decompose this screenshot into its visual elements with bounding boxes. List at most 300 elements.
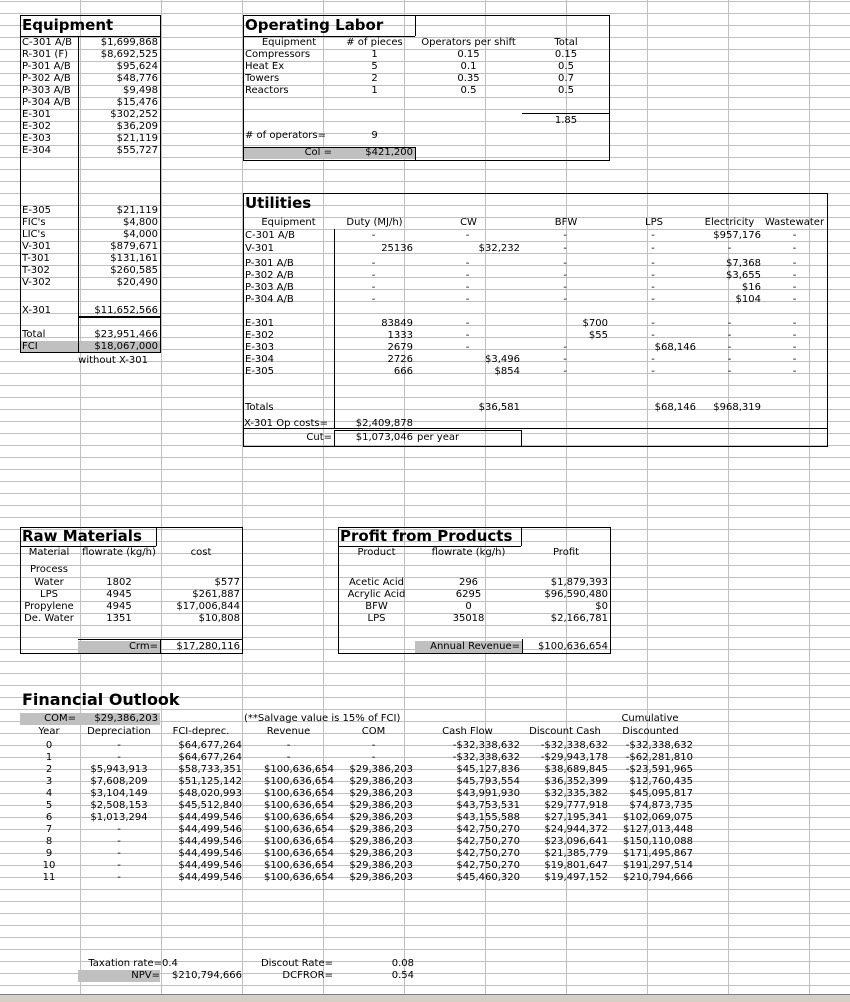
raw-flow-1: 4945: [106, 589, 132, 600]
profit-flow-0: 296: [458, 577, 479, 588]
utilities-cell-8-3: -: [563, 342, 567, 353]
utilities-cell-2-4: -: [651, 258, 655, 269]
equipment-cost-16: $20,490: [116, 277, 158, 288]
dcfror-value: 0.54: [391, 970, 414, 981]
equipment-name-7: E-302: [22, 121, 52, 132]
profit-product-3: LPS: [367, 613, 386, 624]
fin-cell-10-3: $100,636,654: [264, 860, 334, 871]
fin-cell-11-2: $44,499,546: [178, 872, 242, 883]
fin-cell-5-6: $29,777,918: [544, 800, 608, 811]
equipment-name-0: C-301 A/B: [22, 37, 72, 48]
fin-cell-6-3: $100,636,654: [264, 812, 334, 823]
revenue-label: Annual Revenue=: [430, 641, 520, 652]
profit-product-1: Acrylic Acid: [347, 589, 406, 600]
fin-cell-10-0: 10: [42, 860, 56, 871]
raw-flow-2: 4945: [106, 601, 132, 612]
fin-cell-0-5: -$32,338,632: [452, 740, 520, 751]
fin-cell-1-1: -: [117, 752, 121, 763]
utilities-cell-8-2: -: [465, 342, 470, 353]
profit-flow-1: 6295: [455, 589, 482, 600]
profit-value-3: $2,166,781: [550, 613, 608, 624]
fin-cell-9-7: $171,495,867: [623, 848, 693, 859]
labor-header-2: Operators per shift: [421, 37, 516, 48]
utilities-cell-6-4: -: [651, 318, 655, 329]
equipment-name-17: X-301: [22, 305, 52, 316]
profit-product-2: BFW: [365, 601, 388, 612]
labor-cell-2-1: 2: [371, 73, 378, 84]
equipment-name-15: T-302: [22, 265, 50, 276]
dcfror-label: DCFROR=: [282, 970, 333, 981]
com-value: $29,386,203: [94, 713, 158, 724]
utilities-cell-6-6: -: [792, 318, 797, 329]
x301-value: $2,409,878: [355, 418, 413, 429]
fin-cell-3-6: $36,352,399: [544, 776, 608, 787]
discount-rate-label: Discout Rate=: [260, 958, 333, 969]
utilities-cell-2-0: P-301 A/B: [245, 258, 294, 269]
fin-header-7: Discounted: [622, 726, 679, 737]
utilities-cell-1-2: $32,232: [478, 243, 520, 254]
fin-header-4: COM: [361, 726, 386, 737]
raw-cost-1: $261,887: [192, 589, 240, 600]
utilities-cell-9-2: $3,496: [485, 354, 520, 365]
profit-header-1: flowrate (kg/h): [431, 547, 506, 558]
fin-cell-6-6: $27,195,341: [544, 812, 608, 823]
utilities-cell-1-1: 25136: [381, 243, 413, 254]
fin-cell-6-1: $1,013,294: [90, 812, 148, 823]
fin-cell-11-0: 11: [42, 872, 56, 883]
utilities-cell-8-6: -: [792, 342, 797, 353]
utilities-cell-2-6: -: [792, 258, 797, 269]
equipment-cost-11: $4,800: [123, 217, 158, 228]
fin-cell-1-6: -$29,943,178: [540, 752, 608, 763]
utilities-cell-0-0: C-301 A/B: [245, 230, 295, 241]
utilities-cell-1-6: -: [792, 243, 797, 254]
fin-cell-5-1: $2,508,153: [90, 800, 148, 811]
x301-label: X-301 Op costs=: [244, 418, 328, 429]
utilities-header-0: Equipment: [261, 217, 316, 228]
utilities-total-3: $68,146: [654, 402, 696, 413]
equipment-cost-0: $1,699,868: [100, 37, 158, 48]
utilities-cell-0-4: -: [651, 230, 655, 241]
labor-cell-2-3: 0.7: [558, 73, 574, 84]
utilities-cell-10-3: -: [563, 366, 567, 377]
fin-cell-10-4: $29,386,203: [349, 860, 413, 871]
utilities-cell-8-4: $68,146: [654, 342, 696, 353]
utilities-cell-9-3: -: [563, 354, 567, 365]
fin-cell-5-7: $74,873,735: [629, 800, 693, 811]
equipment-name-16: V-302: [22, 277, 51, 288]
raw-header-0: Material: [28, 547, 70, 558]
utilities-total-0: [334, 402, 413, 414]
raw-material-3: De. Water: [24, 613, 74, 624]
fin-cell-1-2: $64,677,264: [178, 752, 242, 763]
fin-cell-9-3: $100,636,654: [264, 848, 334, 859]
fin-cell-7-5: $42,750,270: [456, 824, 520, 835]
fin-cell-10-7: $191,297,514: [623, 860, 693, 871]
labor-cell-0-0: Compressors: [245, 49, 311, 60]
utilities-cell-4-2: -: [465, 282, 470, 293]
equipment-cost-12: $4,000: [123, 229, 158, 240]
utilities-cell-9-5: -: [727, 354, 732, 365]
fin-cell-3-0: 3: [45, 776, 53, 787]
equipment-note: without X-301: [78, 355, 148, 366]
fin-header-0: Year: [38, 726, 60, 737]
utilities-cell-10-1: 666: [393, 366, 413, 377]
raw-material-2: Propylene: [24, 601, 74, 612]
fin-cell-1-0: 1: [45, 752, 53, 763]
utilities-cell-5-0: P-304 A/B: [245, 294, 294, 305]
fin-cell-5-4: $29,386,203: [349, 800, 413, 811]
cut-value: $1,073,046: [355, 432, 413, 443]
fin-cell-4-5: $43,991,930: [456, 788, 520, 799]
equipment-name-13: V-301: [22, 241, 51, 252]
fin-cell-2-6: $38,689,845: [544, 764, 608, 775]
utilities-header-1: Duty (MJ/h): [346, 217, 403, 228]
utilities-cell-6-2: -: [465, 318, 470, 329]
utilities-cell-7-3: $55: [588, 330, 608, 341]
fin-cell-3-2: $51,125,142: [178, 776, 242, 787]
utilities-cell-6-5: -: [727, 318, 732, 329]
fin-cell-5-3: $100,636,654: [264, 800, 334, 811]
utilities-cell-5-2: -: [465, 294, 470, 305]
fin-cell-5-2: $45,512,840: [178, 800, 242, 811]
fin-cell-3-5: $45,793,554: [456, 776, 520, 787]
fin-cell-8-2: $44,499,546: [178, 836, 242, 847]
fin-cell-2-3: $100,636,654: [264, 764, 334, 775]
utilities-totals-label: Totals: [245, 402, 274, 413]
fin-cell-8-7: $150,110,088: [623, 836, 693, 847]
equipment-cost-3: $48,776: [116, 73, 158, 84]
fin-cell-2-7: -$23,591,965: [625, 764, 693, 775]
utilities-cell-3-3: -: [563, 270, 567, 281]
equipment-cost-6: $302,252: [110, 109, 158, 120]
horizontal-scrollbar[interactable]: [0, 994, 850, 1002]
fin-cell-2-4: $29,386,203: [349, 764, 413, 775]
equipment-name-8: E-303: [22, 133, 52, 144]
utilities-cell-0-2: -: [465, 230, 470, 241]
tax-label: Taxation rate=: [88, 958, 162, 969]
utilities-cell-5-4: -: [651, 294, 655, 305]
fin-cell-10-1: -: [117, 860, 121, 871]
fin-cell-8-0: 8: [45, 836, 53, 847]
labor-cell-2-0: Towers: [245, 73, 280, 84]
operators-label: # of operators=: [245, 130, 326, 141]
fin-cell-8-3: $100,636,654: [264, 836, 334, 847]
fin-cell-5-5: $43,753,531: [456, 800, 520, 811]
fin-header-5: Cash Flow: [442, 726, 493, 737]
labor-cell-1-0: Heat Ex: [245, 61, 285, 72]
utilities-cell-5-6: -: [792, 294, 797, 305]
utilities-cell-5-1: -: [371, 294, 376, 305]
utilities-cell-3-4: -: [651, 270, 655, 281]
fin-cell-11-6: $19,497,152: [544, 872, 608, 883]
fin-cell-1-3: -: [286, 752, 291, 763]
utilities-total-2: [522, 402, 608, 414]
fin-header-6: Discount Cash: [529, 726, 601, 737]
utilities-cell-0-1: -: [371, 230, 376, 241]
raw-header-1: flowrate (kg/h): [82, 547, 156, 558]
profit-title: Profit from Products: [340, 527, 513, 545]
profit-header-0: Product: [357, 547, 396, 558]
npv-value: $210,794,666: [172, 970, 242, 981]
utilities-cell-7-4: -: [651, 330, 655, 341]
fin-cell-9-2: $44,499,546: [178, 848, 242, 859]
utilities-cell-10-4: -: [651, 366, 655, 377]
profit-value-1: $96,590,480: [544, 589, 608, 600]
fin-cell-11-3: $100,636,654: [264, 872, 334, 883]
utilities-cell-4-5: $16: [741, 282, 761, 293]
utilities-cell-7-0: E-302: [245, 330, 275, 341]
cumulative-label: Cumulative: [621, 713, 679, 724]
utilities-cell-8-1: 2679: [387, 342, 413, 353]
raw-material-1: LPS: [40, 589, 58, 600]
raw-header-2: cost: [190, 547, 212, 558]
utilities-cell-3-5: $3,655: [726, 270, 761, 281]
fin-cell-6-2: $44,499,546: [178, 812, 242, 823]
profit-flow-2: 0: [465, 601, 472, 612]
operators-value: 9: [371, 130, 378, 141]
labor-cell-0-3: 0.15: [554, 49, 578, 60]
fin-cell-4-7: $45,095,817: [629, 788, 693, 799]
equipment-name-10: E-305: [22, 205, 52, 216]
col-value: $421,200: [365, 147, 413, 158]
fin-cell-0-6: -$32,338,632: [540, 740, 608, 751]
utilities-cell-8-0: E-303: [245, 342, 275, 353]
utilities-cell-2-1: -: [371, 258, 376, 269]
equipment-name-4: P-303 A/B: [22, 85, 71, 96]
fin-cell-11-4: $29,386,203: [349, 872, 413, 883]
fin-cell-1-7: -$62,281,810: [625, 752, 693, 763]
raw-cost-3: $10,808: [198, 613, 240, 624]
col-label: Col =: [304, 147, 332, 158]
fin-cell-7-2: $44,499,546: [178, 824, 242, 835]
profit-flow-3: 35018: [452, 613, 485, 624]
raw-cost-2: $17,006,844: [176, 601, 240, 612]
fin-cell-0-4: -: [371, 740, 376, 751]
utilities-total-4: $968,319: [713, 402, 761, 413]
fin-header-3: Revenue: [266, 726, 311, 737]
fin-header-1: Depreciation: [87, 726, 151, 737]
equipment-cost-4: $9,498: [123, 85, 158, 96]
profit-header-2: Profit: [552, 547, 580, 558]
utilities-cell-6-1: 83849: [381, 318, 413, 329]
utilities-cell-3-6: -: [792, 270, 797, 281]
equipment-cost-2: $95,624: [116, 61, 158, 72]
fin-cell-4-3: $100,636,654: [264, 788, 334, 799]
fin-cell-0-3: -: [286, 740, 291, 751]
fin-cell-9-5: $42,750,270: [456, 848, 520, 859]
equipment-cost-19: $18,067,000: [94, 341, 158, 352]
discount-rate-value: 0.08: [391, 958, 414, 969]
fin-cell-1-5: -$32,338,632: [452, 752, 520, 763]
utilities-cell-5-5: $104: [735, 294, 761, 305]
labor-sum: 1.85: [554, 115, 578, 126]
fin-cell-10-6: $19,801,647: [544, 860, 608, 871]
fin-cell-11-1: -: [117, 872, 121, 883]
utilities-cell-3-2: -: [465, 270, 470, 281]
utilities-cell-0-6: -: [792, 230, 797, 241]
fin-cell-11-5: $45,460,320: [456, 872, 520, 883]
labor-cell-0-1: 1: [371, 49, 378, 60]
equipment-cost-8: $21,119: [116, 133, 158, 144]
utilities-cell-8-5: -: [727, 342, 732, 353]
fin-cell-5-0: 5: [45, 800, 53, 811]
utilities-header-5: Electricity: [704, 217, 755, 228]
utilities-cell-7-6: -: [792, 330, 797, 341]
fin-cell-0-1: -: [117, 740, 121, 751]
fin-cell-7-6: $24,944,372: [544, 824, 608, 835]
fin-cell-1-4: -: [371, 752, 376, 763]
fin-cell-0-0: 0: [45, 740, 53, 751]
fin-cell-3-7: $12,760,435: [629, 776, 693, 787]
equipment-title: Equipment: [22, 16, 114, 34]
fin-header-2: FCI-deprec.: [172, 726, 230, 737]
equipment-name-12: LIC's: [22, 229, 46, 240]
com-label: COM=: [44, 713, 76, 724]
equipment-cost-15: $260,585: [110, 265, 158, 276]
utilities-cell-5-3: -: [563, 294, 567, 305]
fin-cell-8-6: $23,096,641: [544, 836, 608, 847]
utilities-cell-4-4: -: [651, 282, 655, 293]
cut-unit: per year: [417, 432, 460, 443]
equipment-name-9: E-304: [22, 145, 52, 156]
equipment-name-1: R-301 (F): [22, 49, 68, 60]
npv-label: NPV=: [131, 970, 160, 981]
fin-cell-7-3: $100,636,654: [264, 824, 334, 835]
utilities-cell-1-5: -: [727, 243, 732, 254]
fin-cell-6-4: $29,386,203: [349, 812, 413, 823]
labor-cell-3-1: 1: [371, 85, 378, 96]
utilities-total-1: $36,581: [478, 402, 520, 413]
utilities-cell-1-3: -: [563, 243, 567, 254]
profit-value-2: $0: [595, 601, 608, 612]
labor-cell-0-2: 0.15: [457, 49, 480, 60]
fin-cell-9-4: $29,386,203: [349, 848, 413, 859]
fin-cell-11-7: $210,794,666: [623, 872, 693, 883]
financial-title: Financial Outlook: [22, 690, 180, 709]
utilities-cell-2-3: -: [563, 258, 567, 269]
labor-header-1: # of pieces: [346, 37, 403, 48]
equipment-name-5: P-304 A/B: [22, 97, 71, 108]
equipment-cost-18: $23,951,466: [94, 329, 158, 340]
utilities-cell-0-5: $957,176: [713, 230, 761, 241]
fin-cell-4-4: $29,386,203: [349, 788, 413, 799]
fin-cell-6-7: $102,069,075: [623, 812, 693, 823]
utilities-cell-6-3: $700: [582, 318, 608, 329]
fin-cell-4-6: $32,335,382: [544, 788, 608, 799]
utilities-cell-4-0: P-303 A/B: [245, 282, 294, 293]
utilities-header-2: CW: [460, 217, 477, 228]
utilities-cell-9-0: E-304: [245, 354, 275, 365]
utilities-cell-7-2: -: [465, 330, 470, 341]
raw-process-label: Process: [30, 564, 68, 575]
utilities-cell-2-2: -: [465, 258, 470, 269]
utilities-cell-7-5: -: [727, 330, 732, 341]
utilities-cell-2-5: $7,368: [726, 258, 761, 269]
revenue-value: $100,636,654: [538, 641, 608, 652]
labor-cell-3-3: 0.5: [558, 85, 574, 96]
equipment-name-19: FCI: [22, 341, 38, 352]
equipment-cost-1: $8,692,525: [100, 49, 158, 60]
salvage-note: (**Salvage value is 15% of FCI): [244, 713, 401, 724]
labor-cell-3-2: 0.5: [460, 85, 477, 96]
equipment-cost-5: $15,476: [116, 97, 158, 108]
utilities-cell-9-4: -: [651, 354, 655, 365]
fin-cell-2-5: $45,127,836: [456, 764, 520, 775]
profit-value-0: $1,879,393: [550, 577, 608, 588]
utilities-header-3: BFW: [554, 217, 578, 228]
utilities-cell-3-1: -: [371, 270, 376, 281]
utilities-cell-9-6: -: [792, 354, 797, 365]
utilities-cell-10-0: E-305: [245, 366, 275, 377]
utilities-title: Utilities: [245, 194, 312, 212]
crm-label: Crm=: [128, 641, 158, 652]
labor-header-0: Equipment: [261, 37, 317, 48]
fin-cell-3-3: $100,636,654: [264, 776, 334, 787]
equipment-name-6: E-301: [22, 109, 52, 120]
profit-product-0: Acetic Acid: [349, 577, 404, 588]
labor-cell-1-2: 0.1: [460, 61, 477, 72]
fin-cell-7-1: -: [117, 824, 121, 835]
utilities-cell-10-6: -: [792, 366, 797, 377]
crm-value: $17,280,116: [176, 641, 240, 652]
fin-cell-7-0: 7: [45, 824, 53, 835]
utilities-cell-0-3: -: [563, 230, 567, 241]
fin-cell-3-4: $29,386,203: [349, 776, 413, 787]
tax-value: 0.4: [162, 958, 178, 969]
fin-cell-0-2: $64,677,264: [178, 740, 242, 751]
fin-cell-6-0: 6: [45, 812, 53, 823]
utilities-header-4: LPS: [645, 217, 663, 228]
fin-cell-10-5: $42,750,270: [456, 860, 520, 871]
utilities-cell-1-0: V-301: [245, 243, 274, 254]
equipment-cost-17: $11,652,566: [94, 305, 158, 316]
utilities-cell-4-3: -: [563, 282, 567, 293]
raw-material-0: Water: [34, 577, 64, 588]
fin-cell-10-2: $44,499,546: [178, 860, 242, 871]
utilities-cell-9-1: 2726: [387, 354, 413, 365]
equipment-cost-14: $131,161: [110, 253, 158, 264]
equipment-cost-7: $36,209: [116, 121, 158, 132]
utilities-cell-4-6: -: [792, 282, 797, 293]
fin-cell-2-1: $5,943,913: [90, 764, 148, 775]
equipment-name-2: P-301 A/B: [22, 61, 71, 72]
fin-cell-8-5: $42,750,270: [456, 836, 520, 847]
utilities-cell-10-5: -: [727, 366, 732, 377]
fin-cell-4-0: 4: [45, 788, 53, 799]
utilities-cell-1-4: -: [651, 243, 655, 254]
utilities-cell-4-1: -: [371, 282, 376, 293]
equipment-name-3: P-302 A/B: [22, 73, 71, 84]
utilities-cell-3-0: P-302 A/B: [245, 270, 294, 281]
labor-title: Operating Labor: [245, 16, 384, 34]
raw-flow-3: 1351: [106, 613, 132, 624]
fin-cell-9-1: -: [117, 848, 121, 859]
equipment-name-14: T-301: [22, 253, 50, 264]
utilities-header-6: Wastewater: [764, 217, 825, 228]
labor-cell-2-2: 0.35: [457, 73, 480, 84]
fin-cell-2-0: 2: [45, 764, 53, 775]
raw-flow-0: 1802: [106, 577, 132, 588]
labor-header-3: Total: [554, 37, 578, 48]
fin-cell-8-1: -: [117, 836, 121, 847]
cut-label: Cut=: [306, 432, 332, 443]
fin-cell-3-1: $7,608,209: [90, 776, 148, 787]
labor-cell-1-3: 0.5: [558, 61, 574, 72]
raw-materials-title: Raw Materials: [22, 527, 142, 545]
fin-cell-4-1: $3,104,149: [90, 788, 148, 799]
fin-cell-9-6: $21,385,779: [544, 848, 608, 859]
